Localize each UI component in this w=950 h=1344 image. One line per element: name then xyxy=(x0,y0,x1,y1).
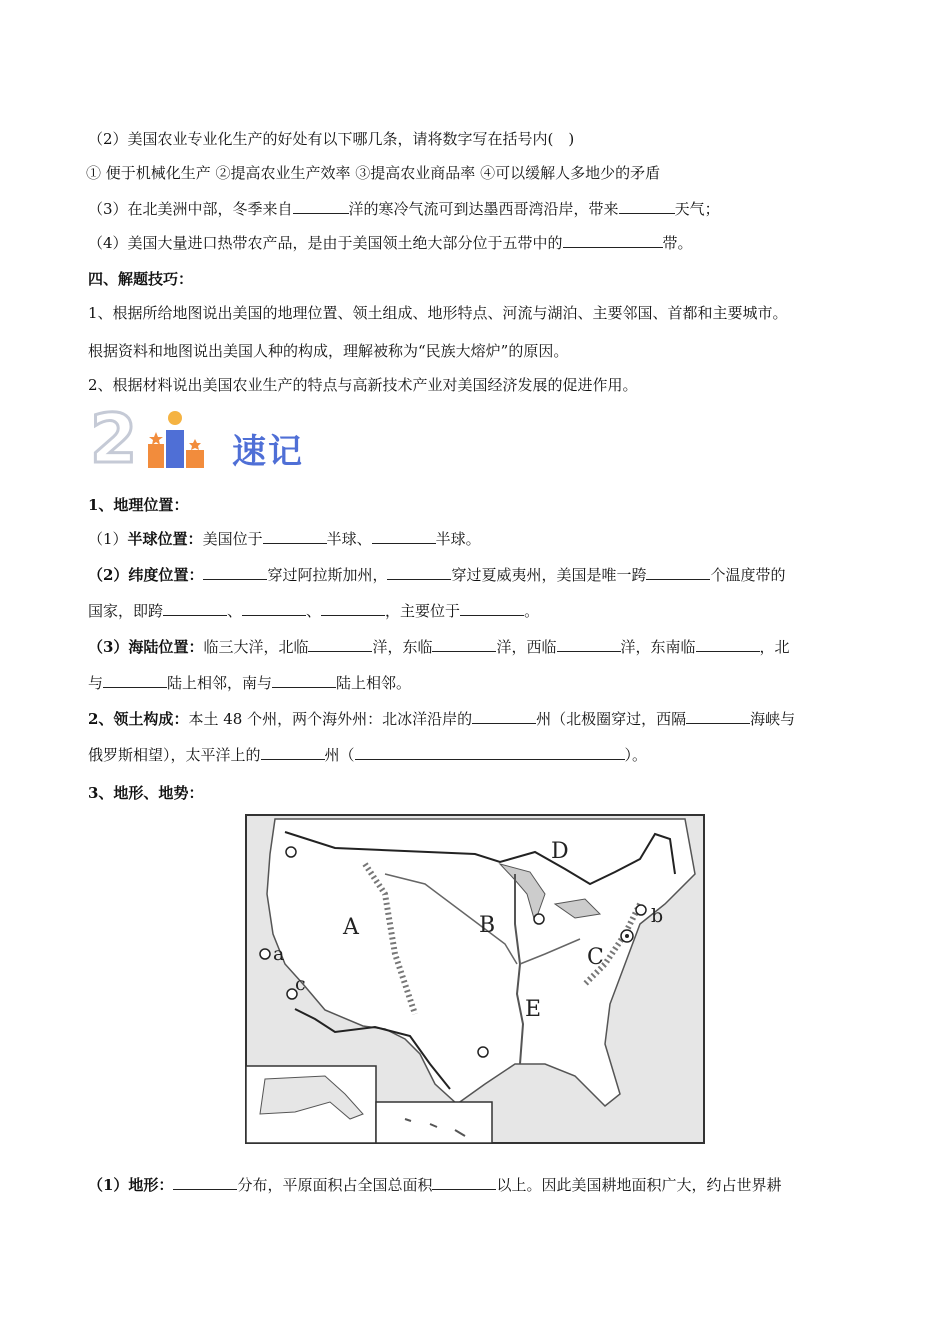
lat-d: 个温度带的 xyxy=(710,566,786,584)
q4-line xyxy=(88,232,693,254)
hemi-b: 美国位于 xyxy=(202,530,263,548)
sea-e: 洋，东南临 xyxy=(620,638,696,656)
usa-terrain-map xyxy=(245,814,705,1144)
q3-part-b: 洋的寒冷气流可到达墨西哥湾沿岸，带来 xyxy=(348,200,619,218)
s2-label: 2、领土构成： xyxy=(88,710,189,728)
map-label-B: B xyxy=(479,913,496,938)
blank[interactable] xyxy=(372,528,436,544)
lat2-e: 。 xyxy=(524,602,540,620)
s2-d: 俄罗斯相望），太平洋上的 xyxy=(88,746,261,764)
capital-dot xyxy=(625,934,629,938)
s1-hemisphere-line xyxy=(88,528,481,550)
s2-b: 州（北极圈穿过，西隔 xyxy=(536,710,687,728)
sea-b: 临三大洋，北临 xyxy=(203,638,309,656)
map-label-E: E xyxy=(525,997,542,1022)
s3-1-line xyxy=(88,1174,781,1196)
sea2-b: 陆上相邻，南与 xyxy=(167,674,273,692)
city-marker-houston xyxy=(478,1047,488,1057)
s2-line xyxy=(88,708,795,730)
lat2-c: 、 xyxy=(306,602,322,620)
section4-title: 四、解题技巧： xyxy=(88,270,194,288)
blank[interactable] xyxy=(432,636,496,652)
tip-1: 1、根据所给地图说出美国的地理位置、领土组成、地形特点、河流与湖泊、主要邻国、首都和主要城市。 xyxy=(88,304,788,322)
hemi-d: 半球。 xyxy=(435,530,481,548)
s3-1-a: 分布，平原面积占全国总面积 xyxy=(237,1176,433,1194)
podium-icon xyxy=(148,411,204,468)
s2-line2 xyxy=(88,744,647,766)
city-marker xyxy=(286,847,296,857)
lat-c: 穿过夏威夷州，美国是唯一跨 xyxy=(451,566,647,584)
s1-sea-line2 xyxy=(88,672,411,694)
city-marker-b xyxy=(636,905,646,915)
s1-latitude-line2 xyxy=(88,600,539,622)
q4-part-a: （4）美国大量进口热带农产品，是由于美国领土绝大部分位于五带中的 xyxy=(88,234,563,252)
blank[interactable] xyxy=(321,600,385,616)
s1-title: 1、地理位置： xyxy=(88,496,189,514)
blank[interactable] xyxy=(387,564,451,580)
blank[interactable] xyxy=(103,672,167,688)
q2-text: （2）美国农业专业化生产的好处有以下哪几条，请将数字写在括号内( ) xyxy=(88,130,575,148)
banner-number: 2 xyxy=(90,404,138,474)
q3-part-a: （3）在北美洲中部，冬季来自 xyxy=(88,200,293,218)
sea-label: （3）海陆位置： xyxy=(88,638,204,656)
blank[interactable] xyxy=(460,600,524,616)
blank[interactable] xyxy=(308,636,372,652)
blank[interactable] xyxy=(557,636,621,652)
s3-1-b: 以上。因此美国耕地面积广大，约占世界耕 xyxy=(496,1176,782,1194)
sea-c: 洋，东临 xyxy=(372,638,433,656)
hawaii-inset xyxy=(376,1102,492,1143)
blank[interactable] xyxy=(263,528,327,544)
blank[interactable] xyxy=(242,600,306,616)
sea-f: ，北 xyxy=(759,638,790,656)
sea2-a: 与 xyxy=(88,674,104,692)
s2-e: 州（ xyxy=(324,746,355,764)
q3-line xyxy=(88,198,720,220)
tip-1b: 根据资料和地图说出美国人种的构成，理解被称为“民族大熔炉”的原因。 xyxy=(88,342,569,360)
s1-sea-line xyxy=(88,636,790,658)
blank[interactable] xyxy=(696,636,760,652)
tip-2: 2、根据材料说出美国农业生产的特点与高新技术产业对美国经济发展的促进作用。 xyxy=(88,376,638,394)
blank[interactable] xyxy=(272,672,336,688)
hemi-c: 半球、 xyxy=(326,530,372,548)
lat2-d: ，主要位于 xyxy=(385,602,461,620)
sea2-c: 陆上相邻。 xyxy=(336,674,412,692)
blank[interactable] xyxy=(261,744,325,760)
blank[interactable] xyxy=(563,232,663,248)
map-label-a: a xyxy=(273,943,285,965)
q4-part-b: 带。 xyxy=(662,234,693,252)
q3-part-c: 天气； xyxy=(674,200,720,218)
map-label-A: A xyxy=(343,915,359,940)
hemi-label: 半球位置： xyxy=(127,530,203,548)
lat-label: （2）纬度位置： xyxy=(88,566,204,584)
s2-a: 本土 48 个州，两个海外州：北冰洋沿岸的 xyxy=(188,710,473,728)
blank[interactable] xyxy=(203,564,267,580)
blank[interactable] xyxy=(432,1174,496,1190)
blank[interactable] xyxy=(686,708,750,724)
s3-title: 3、地形、地势： xyxy=(88,784,204,802)
blank[interactable] xyxy=(472,708,536,724)
banner-title: 速记 xyxy=(232,432,304,472)
map-label-b: b xyxy=(651,905,664,927)
sea-d: 洋，西临 xyxy=(496,638,557,656)
lat2-b: 、 xyxy=(227,602,243,620)
s2-f: ）。 xyxy=(624,746,648,764)
city-marker-chicago xyxy=(534,914,544,924)
q2-options: ① 便于机械化生产 ②提高农业生产效率 ③提高农业商品率 ④可以缓解人多地少的矛盾 xyxy=(86,164,661,182)
blank[interactable] xyxy=(355,744,625,760)
s2-c: 海峡与 xyxy=(750,710,796,728)
map-label-C: C xyxy=(587,945,604,970)
map-label-c: c xyxy=(295,973,306,995)
blank[interactable] xyxy=(173,1174,237,1190)
hemi-prefix: （1） xyxy=(88,530,128,548)
blank[interactable] xyxy=(293,198,349,214)
lat2-a: 国家，即跨 xyxy=(88,602,164,620)
s1-latitude-line xyxy=(88,564,786,586)
blank[interactable] xyxy=(619,198,675,214)
city-marker-a xyxy=(260,949,270,959)
map-label-D: D xyxy=(551,839,569,864)
lat-b: 穿过阿拉斯加州， xyxy=(267,566,388,584)
blank[interactable] xyxy=(646,564,710,580)
s3-1-label: （1）地形： xyxy=(88,1176,174,1194)
blank[interactable] xyxy=(163,600,227,616)
